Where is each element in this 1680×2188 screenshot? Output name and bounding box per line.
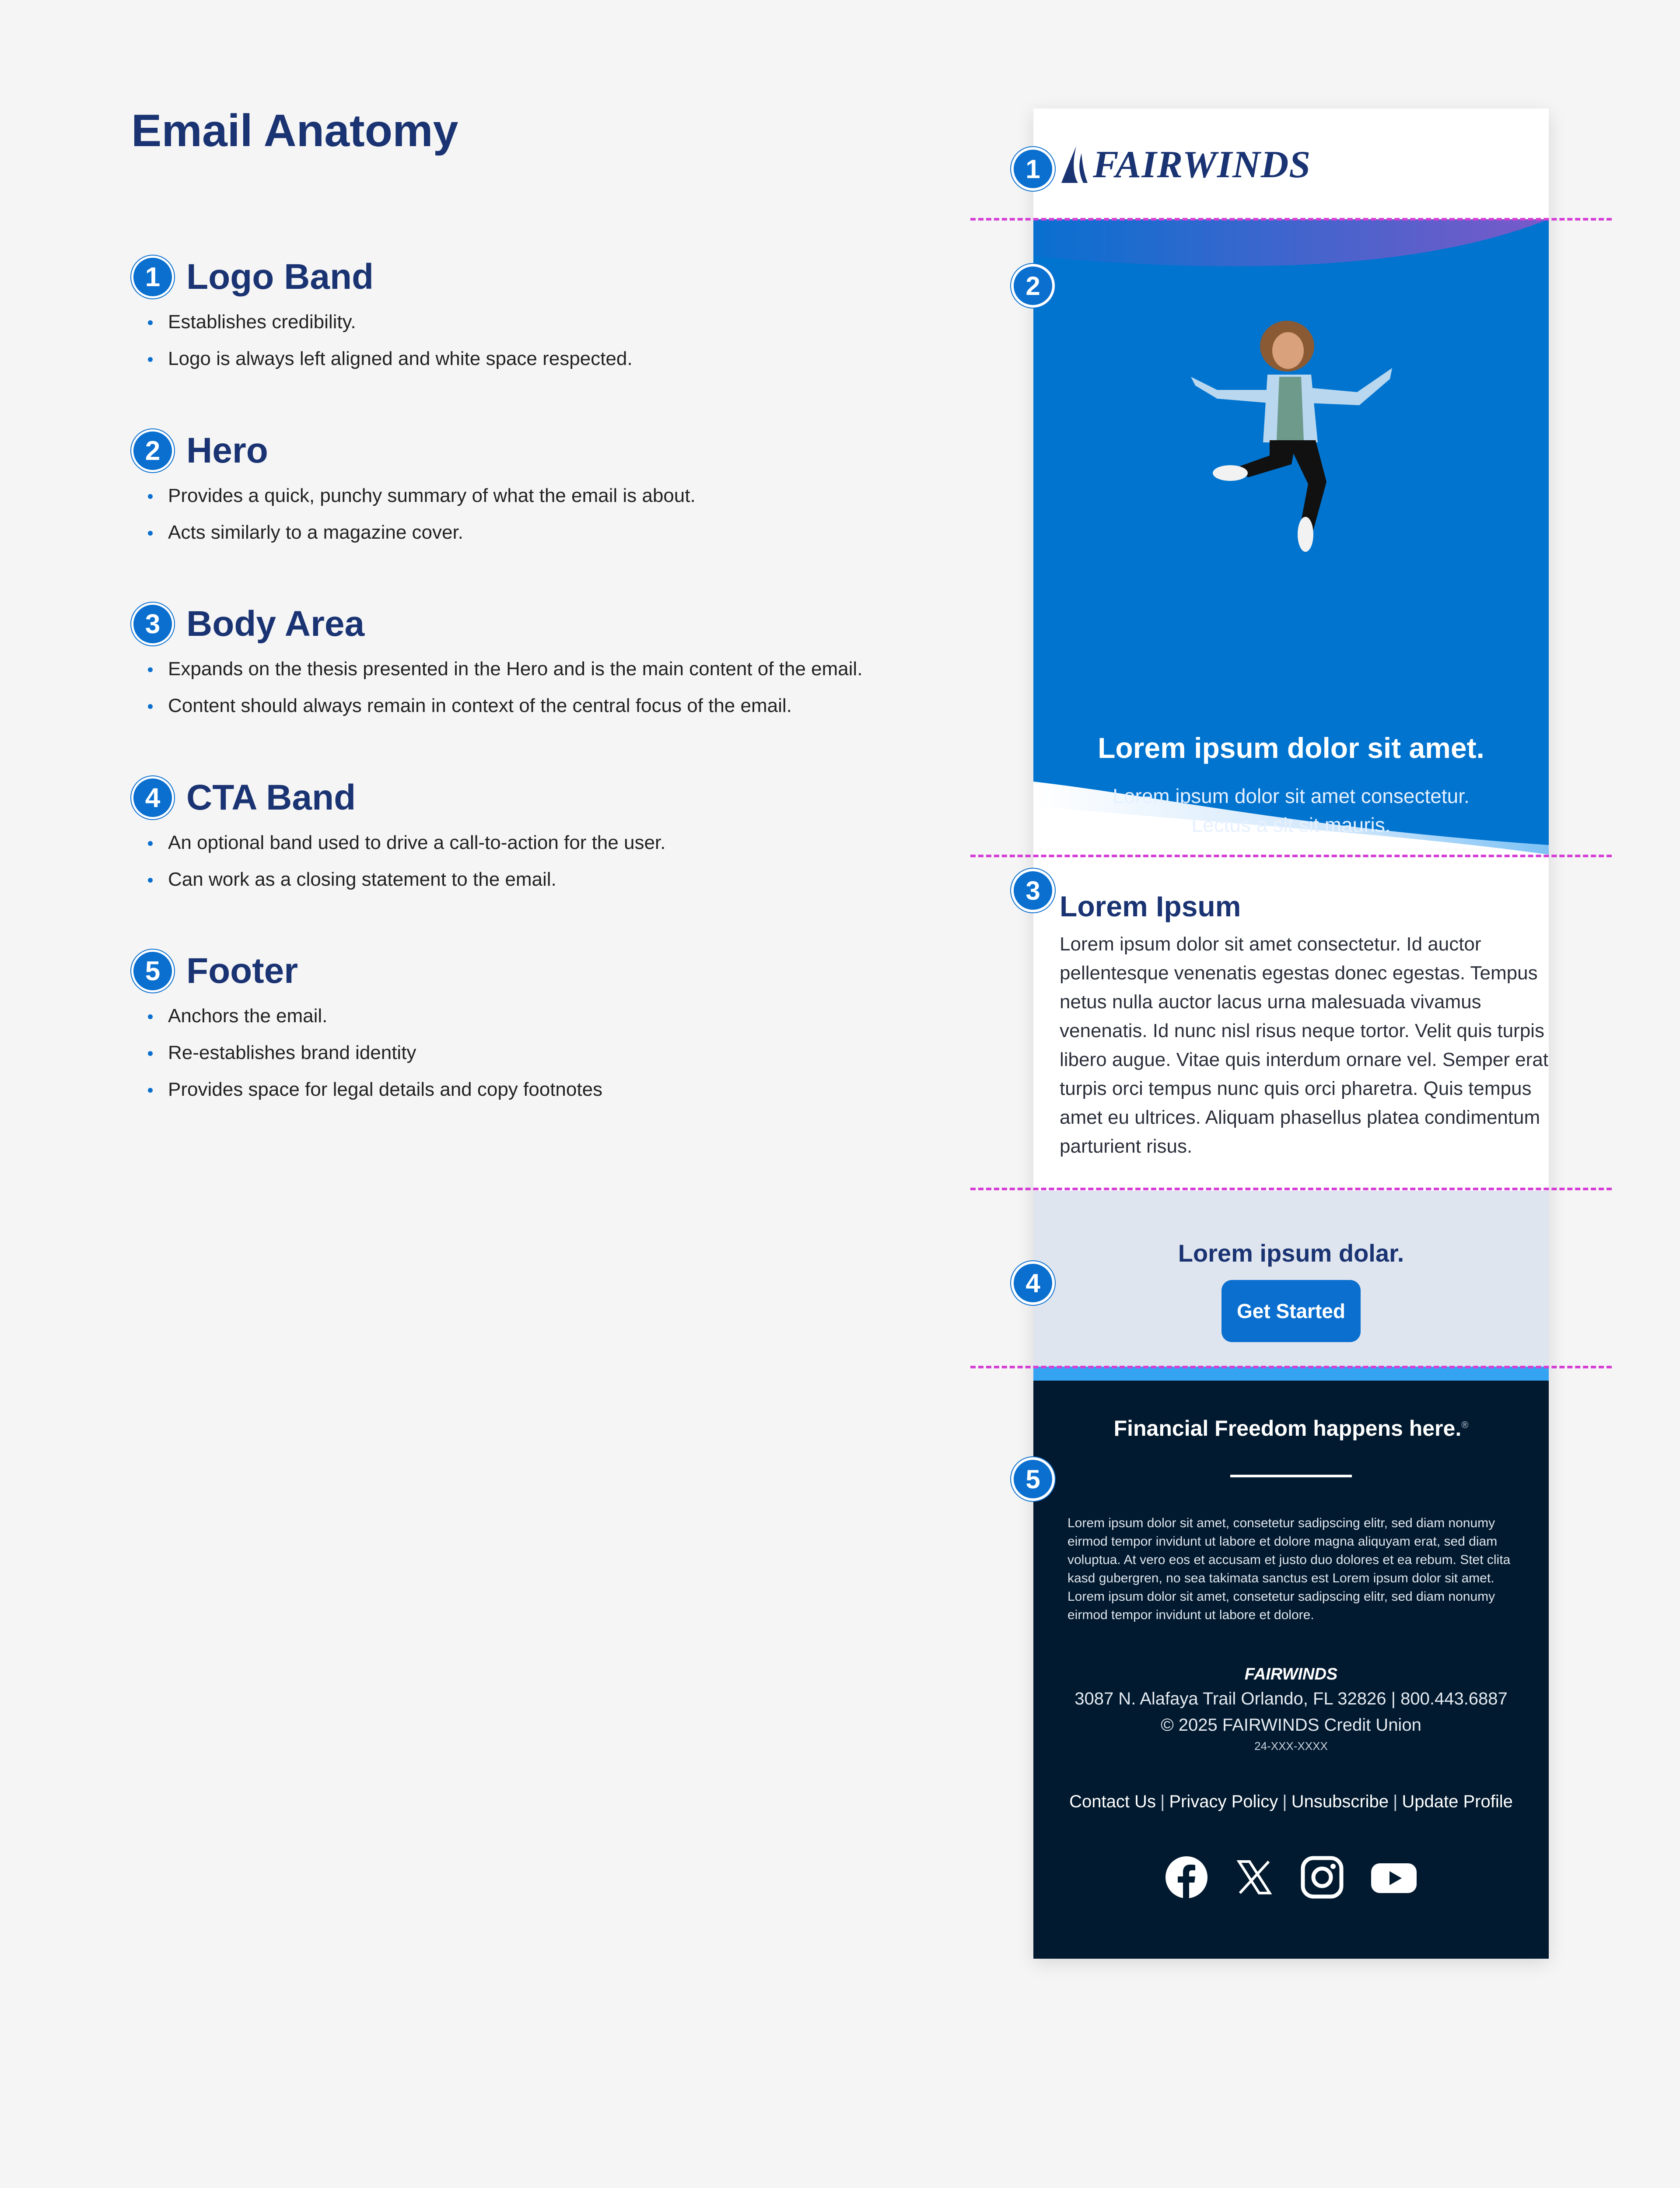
unsubscribe-link[interactable]: Unsubscribe — [1291, 1792, 1389, 1811]
contact-us-link[interactable]: Contact Us — [1069, 1792, 1156, 1811]
body-text-line: pellentesque venenatis egestas donec egestas. Tempus — [1060, 962, 1538, 984]
bullet-item: Re-establishes brand identity — [144, 1034, 962, 1071]
bullet-item: Logo is always left aligned and white space respected. — [144, 340, 962, 377]
link-separator: | — [1282, 1792, 1287, 1811]
body-text-line: turpis orci tempus nunc quis orci pharetra. Quis tempus — [1060, 1078, 1532, 1099]
privacy-policy-link[interactable]: Privacy Policy — [1169, 1792, 1278, 1811]
bullet-list — [131, 824, 962, 898]
body-title: Lorem Ipsum — [1060, 890, 1241, 922]
bullet-item: Content should always remain in context of the central focus of the email. — [144, 687, 962, 724]
number-badge: 5 — [131, 950, 174, 992]
bullet-list — [131, 477, 962, 551]
footer-brand: FAIRWINDS — [1244, 1665, 1338, 1683]
youtube-icon[interactable] — [1370, 1855, 1418, 1899]
get-started-button[interactable]: Get Started — [1222, 1280, 1361, 1342]
social-icons — [1033, 1855, 1549, 1899]
tagline-text: Financial Freedom happens here. — [1113, 1416, 1462, 1441]
section-cta-band — [131, 774, 962, 898]
section-hero — [131, 427, 962, 551]
sail-icon — [1059, 145, 1089, 185]
number-badge: 2 — [131, 429, 174, 472]
callout-badge: 3 — [1011, 869, 1055, 912]
callout-badge: 5 — [1011, 1457, 1055, 1501]
footer-accent-strip — [1033, 1367, 1549, 1381]
update-profile-link[interactable]: Update Profile — [1402, 1792, 1513, 1811]
bullet-item: An optional band used to drive a call-to-action for the user. — [144, 824, 962, 861]
footer-links — [1033, 1792, 1549, 1812]
section-guide-line — [970, 218, 1612, 221]
callout-badge: 4 — [1011, 1261, 1055, 1305]
x-icon[interactable] — [1235, 1855, 1274, 1899]
cta-title: Lorem ipsum dolar. — [1178, 1239, 1404, 1267]
hero-band — [1033, 219, 1549, 855]
section-footer — [131, 947, 962, 1108]
section-title: Body Area — [186, 604, 365, 644]
section-logo-band — [131, 253, 962, 377]
number-badge: 4 — [131, 776, 174, 819]
instagram-icon[interactable] — [1300, 1855, 1344, 1899]
section-guide-line — [970, 1366, 1612, 1368]
callout-badge: 1 — [1011, 147, 1055, 191]
bullet-item: Provides space for legal details and copy footnotes — [144, 1071, 962, 1108]
legal-text: Lorem ipsum dolor sit amet, consetetur sadipscing elitr, sed diam nonumy eirmod tempor invidunt ut labore et dolore magna aliquyam erat, sed diam voluptua. At vero eos et accusam et justo duo dolores et ea rebum. Stet clita kasd gubergren, no sea takimata sanctus est Lorem ipsum dolor sit amet. Lorem ipsum dolor sit amet, consetetur sadipscing elitr, sed diam nonumy eirmod tempor invidunt ut labore et dolore. — [1068, 1516, 1511, 1622]
footer-address: 3087 N. Alafaya Trail Orlando, FL 32826 | 800.443.6887 — [1074, 1689, 1508, 1708]
bullet-list — [131, 651, 962, 724]
bullet-item: Can work as a closing statement to the email. — [144, 861, 962, 898]
hero-title: Lorem ipsum dolor sit amet. — [1098, 732, 1484, 764]
number-badge: 1 — [131, 256, 174, 298]
logo-band — [1033, 109, 1549, 219]
hero-subtitle-line: Lectus a sit sit mauris. — [1191, 813, 1391, 836]
footer-code: 24-XXX-XXXX — [1254, 1739, 1328, 1753]
link-separator: | — [1393, 1792, 1398, 1811]
bullet-item: Expands on the thesis presented in the Hero and is the main content of the email. — [144, 651, 962, 687]
bullet-item: Provides a quick, punchy summary of what the email is about. — [144, 477, 962, 514]
hero-subtitle-line: Lorem ipsum dolor sit amet consectetur. — [1113, 785, 1470, 807]
section-guide-line — [970, 1188, 1612, 1190]
section-title: Hero — [186, 431, 268, 470]
bullet-item: Establishes credibility. — [144, 304, 962, 340]
section-body-area — [131, 600, 962, 724]
footer — [1033, 1381, 1549, 1959]
body-text-line: libero augue. Vitae quis interdum ornare vel. Semper erat — [1060, 1049, 1548, 1070]
bullet-list — [131, 998, 962, 1108]
bullet-item: Acts similarly to a magazine cover. — [144, 514, 962, 551]
link-separator: | — [1160, 1792, 1165, 1811]
section-title: Footer — [186, 951, 298, 991]
bullet-list — [131, 304, 962, 377]
registered-mark: ® — [1461, 1419, 1469, 1431]
body-text-line: venenatis. Id nunc nisl risus neque tortor. Velit quis turpis — [1060, 1020, 1544, 1041]
footer-tagline — [1033, 1416, 1549, 1441]
email-preview — [1033, 109, 1549, 1959]
bullet-item: Anchors the email. — [144, 998, 962, 1034]
body-area — [1033, 855, 1549, 1191]
footer-copyright: © 2025 FAIRWINDS Credit Union — [1161, 1715, 1421, 1735]
logo-text: FAIRWINDS — [1093, 144, 1311, 186]
callout-badge: 2 — [1011, 264, 1055, 308]
section-title: Logo Band — [186, 257, 374, 297]
cta-band — [1033, 1191, 1549, 1367]
section-title: CTA Band — [186, 778, 356, 817]
section-guide-line — [970, 855, 1612, 857]
body-text-line: Lorem ipsum dolor sit amet consectetur. Id auctor — [1060, 933, 1481, 955]
footer-divider — [1230, 1475, 1352, 1477]
facebook-icon[interactable] — [1165, 1855, 1208, 1899]
body-text — [1060, 930, 1549, 1161]
fairwinds-logo — [1059, 143, 1311, 187]
body-text-line: netus nulla auctor lacus urna malesuada vivamus — [1060, 991, 1481, 1013]
body-text-line: parturient risus. — [1060, 1136, 1193, 1157]
body-text-line: amet eu ultrices. Aliquam phasellus platea condimentum — [1060, 1107, 1540, 1128]
number-badge: 3 — [131, 603, 174, 645]
page-title: Email Anatomy — [131, 105, 458, 156]
hero-subtitle — [1103, 782, 1479, 839]
jumping-woman-image — [1165, 316, 1410, 596]
